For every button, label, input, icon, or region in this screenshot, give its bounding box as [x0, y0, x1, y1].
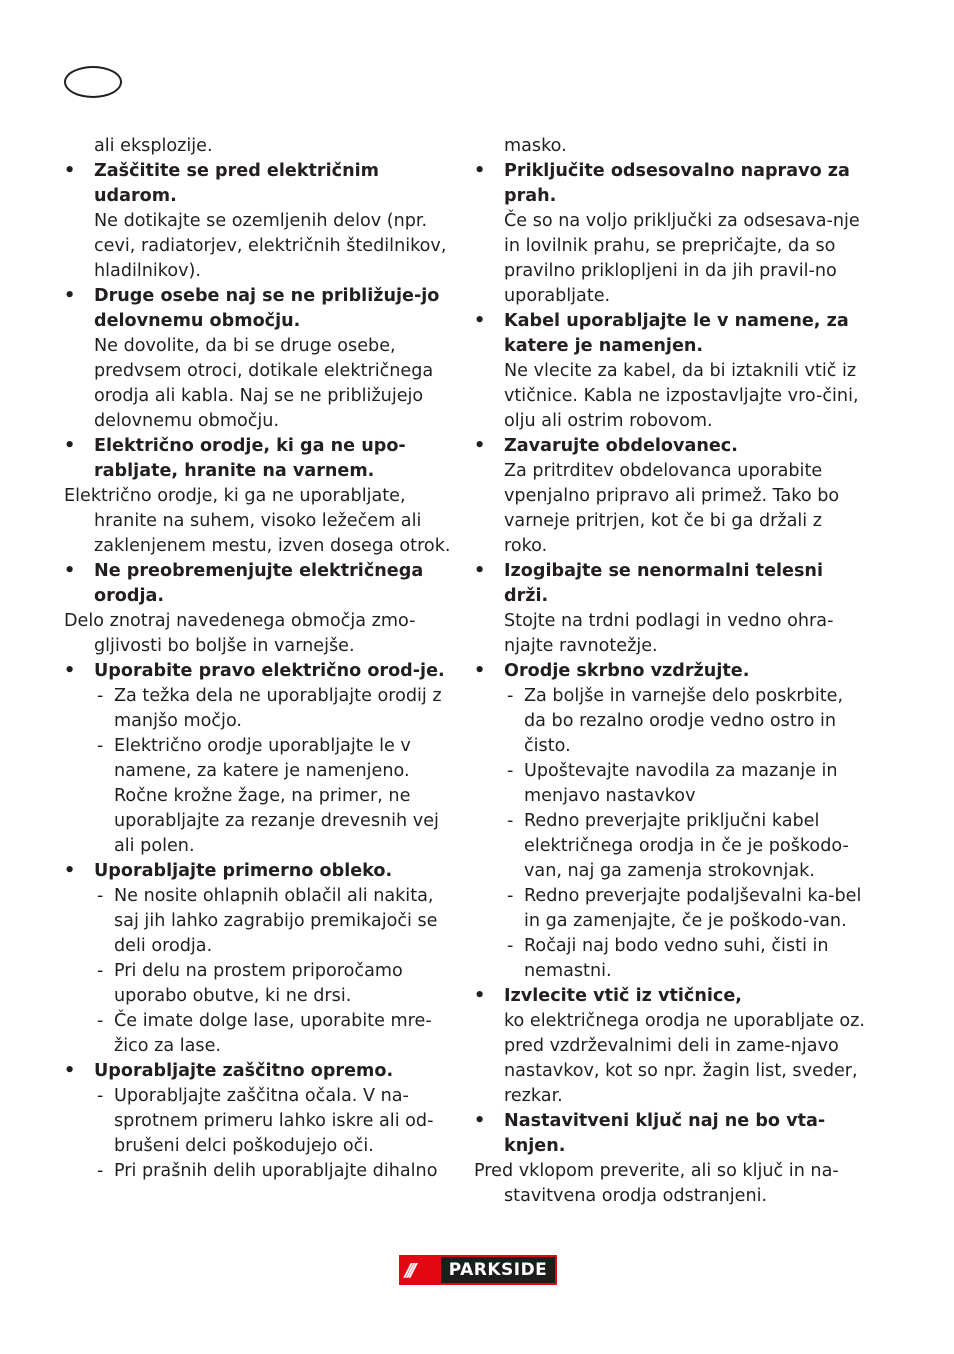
bullet-heading — [64, 1059, 456, 1084]
bullet-heading-text: Orodje skrbno vzdržujte. — [504, 661, 750, 681]
body-paragraph: Za pritrditev obdelovanca uporabite vpenjalno pripravo ali primež. Tako bo varneje pritrjen, kot če bi ga držali z roko. — [504, 461, 840, 556]
dash-item-text: Upoštevajte navodila za mazanje in menjavo nastavkov — [524, 761, 838, 806]
dash-item-text: Redno preverjajte podaljševalni ka-bel in ga zamenjajte, če je poškodo-van. — [524, 886, 862, 931]
bullet-dot-icon: • — [474, 661, 486, 681]
dash-item-text: Za težka dela ne uporabljajte orodij z manjšo močjo. — [114, 686, 442, 731]
dash-item — [474, 684, 866, 759]
bullet-dot-icon: • — [64, 436, 76, 456]
bullet-dot-icon: • — [474, 436, 486, 456]
body-paragraph: ko električnega orodja ne uporabljate oz. pred vzdrževalnimi deli in zame-njavo nastavkov, kot so npr. žagin list, sveder, rezkar. — [504, 1011, 865, 1106]
bullet-dot-icon: • — [474, 986, 486, 1006]
dash-item-text: Ročaji naj bodo vedno suhi, čisti in nemastni. — [524, 936, 829, 981]
dash-item — [64, 959, 456, 1009]
logo-slashes: /// — [405, 1259, 413, 1281]
bullet-heading — [64, 559, 456, 609]
logo-wordmark: PARKSIDE — [441, 1257, 555, 1283]
bullet-heading — [64, 859, 456, 884]
body-paragraph: Ne dovolite, da bi se druge osebe, predvsem otroci, dotikale električnega orodja ali kabla. Naj se ne približujejo delovnemu območju. — [94, 336, 434, 431]
bullet-heading-text: Uporabljajte zaščitno opremo. — [94, 1061, 394, 1081]
bullet-dot-icon: • — [474, 561, 486, 581]
bullet-heading-text: Zaščitite se pred električnim udarom. — [94, 161, 379, 206]
dash-marker-icon: - — [507, 936, 514, 956]
bullet-heading — [474, 984, 866, 1009]
dash-item — [64, 1084, 456, 1159]
bullet-heading — [64, 284, 456, 334]
dash-marker-icon: - — [507, 886, 514, 906]
bullet-heading — [64, 659, 456, 684]
body-paragraph: ali eksplozije. — [94, 136, 213, 156]
bullet-dot-icon: • — [64, 561, 76, 581]
dash-marker-icon: - — [97, 1086, 104, 1106]
bullet-heading-text: Električno orodje, ki ga ne upo-rabljate, hranite na varnem. — [94, 436, 406, 481]
body-paragraph: Če so na voljo priključki za odsesava-nje in lovilnik prahu, se prepričajte, da so pravilno priklopljeni in da jih pravil-no uporabljate. — [504, 211, 860, 306]
dash-item-text: Uporabljajte zaščitna očala. V na-sprotnem primeru lahko iskre ali od-brušeni delci poškodujejo oči. — [114, 1086, 434, 1156]
dash-item-text: Če imate dolge lase, uporabite mre-žico za lase. — [114, 1011, 432, 1056]
dash-item — [474, 884, 866, 934]
dash-marker-icon: - — [507, 686, 514, 706]
bullet-heading — [474, 659, 866, 684]
bullet-dot-icon: • — [64, 861, 76, 881]
body-paragraph: masko. — [504, 136, 567, 156]
bullet-heading-text: Ne preobremenjujte električnega orodja. — [94, 561, 424, 606]
dash-marker-icon: - — [97, 1011, 104, 1031]
dash-marker-icon: - — [97, 736, 104, 756]
bullet-heading-text: Uporabite pravo električno orod-je. — [94, 661, 445, 681]
dash-item-text: Za boljše in varnejše delo poskrbite, da bo rezalno orodje vedno ostro in čisto. — [524, 686, 844, 756]
bullet-heading-text: Nastavitveni ključ naj ne bo vta-knjen. — [504, 1111, 826, 1156]
dash-item-text: Redno preverjajte priključni kabel električnega orodja in če je poškodo-van, naj ga zamenja strokovnjak. — [524, 811, 849, 881]
bullet-heading — [474, 434, 866, 459]
dash-marker-icon: - — [97, 886, 104, 906]
bullet-heading — [64, 159, 456, 209]
dash-item-text: Pri prašnih delih uporabljajte dihalno — [114, 1161, 438, 1181]
dash-item-text: Ne nosite ohlapnih oblačil ali nakita, saj jih lahko zagrabijo premikajoči se deli orodja. — [114, 886, 438, 956]
dash-item — [474, 759, 866, 809]
bullet-heading — [474, 559, 866, 609]
parkside-logo — [399, 1255, 557, 1285]
dash-item-text: Pri delu na prostem priporočamo uporabo obutve, ki ne drsi. — [114, 961, 403, 1006]
bullet-heading — [474, 1109, 866, 1159]
bullet-dot-icon: • — [64, 161, 76, 181]
bullet-heading-text: Druge osebe naj se ne približuje-jo delovnemu območju. — [94, 286, 440, 331]
dash-item — [64, 684, 456, 734]
dash-item — [474, 809, 866, 884]
body-paragraph: Stojte na trdni podlagi in vedno ohra-njajte ravnotežje. — [504, 611, 834, 656]
bullet-heading-text: Uporabljajte primerno obleko. — [94, 861, 393, 881]
left-column — [64, 134, 456, 1184]
bullet-heading-text: Priključite odsesovalno napravo za prah. — [504, 161, 850, 206]
dash-marker-icon: - — [97, 686, 104, 706]
body-paragraph: Ne vlecite za kabel, da bi iztaknili vtič iz vtičnice. Kabla ne izpostavljajte vro-čini, olju ali ostrim robovom. — [504, 361, 859, 431]
body-paragraph: Pred vklopom preverite, ali so ključ in na-stavitvena orodja odstranjeni. — [474, 1161, 839, 1206]
dash-marker-icon: - — [97, 961, 104, 981]
dash-marker-icon: - — [507, 811, 514, 831]
bullet-heading — [474, 309, 866, 359]
dash-item — [64, 1009, 456, 1059]
bullet-dot-icon: • — [474, 161, 486, 181]
dash-item — [64, 884, 456, 959]
dash-item — [64, 1159, 456, 1184]
body-paragraph: Električno orodje, ki ga ne uporabljate, hranite na suhem, visoko ležečem ali zaklenjenem mestu, izven dosega otrok. — [64, 486, 451, 556]
bullet-dot-icon: • — [64, 1061, 76, 1081]
dash-marker-icon: - — [507, 761, 514, 781]
bullet-heading-text: Izvlecite vtič iz vtičnice, — [504, 986, 742, 1006]
bullet-dot-icon: • — [64, 661, 76, 681]
body-paragraph: Ne dotikajte se ozemljenih delov (npr. cevi, radiatorjev, električnih štedilnikov, hladilnikov). — [94, 211, 447, 281]
dash-item-text: Električno orodje uporabljajte le v namene, za katere je namenjeno. Ročne krožne žage, na primer, ne uporabljajte za rezanje drevesnih vej ali polen. — [114, 736, 439, 856]
bullet-heading-text: Zavarujte obdelovanec. — [504, 436, 738, 456]
right-column — [474, 134, 866, 1209]
bullet-heading-text: Izogibajte se nenormalni telesni drži. — [504, 561, 823, 606]
dash-item — [474, 934, 866, 984]
dash-item — [64, 734, 456, 859]
bullet-heading-text: Kabel uporabljajte le v namene, za katere je namenjen. — [504, 311, 849, 356]
bullet-dot-icon: • — [64, 286, 76, 306]
dash-marker-icon: - — [97, 1161, 104, 1181]
bullet-heading — [474, 159, 866, 209]
bullet-dot-icon: • — [474, 1111, 486, 1131]
bullet-dot-icon: • — [474, 311, 486, 331]
bullet-heading — [64, 434, 456, 484]
body-paragraph: Delo znotraj navedenega območja zmo-gljivosti bo boljše in varnejše. — [64, 611, 416, 656]
language-badge — [64, 66, 122, 98]
